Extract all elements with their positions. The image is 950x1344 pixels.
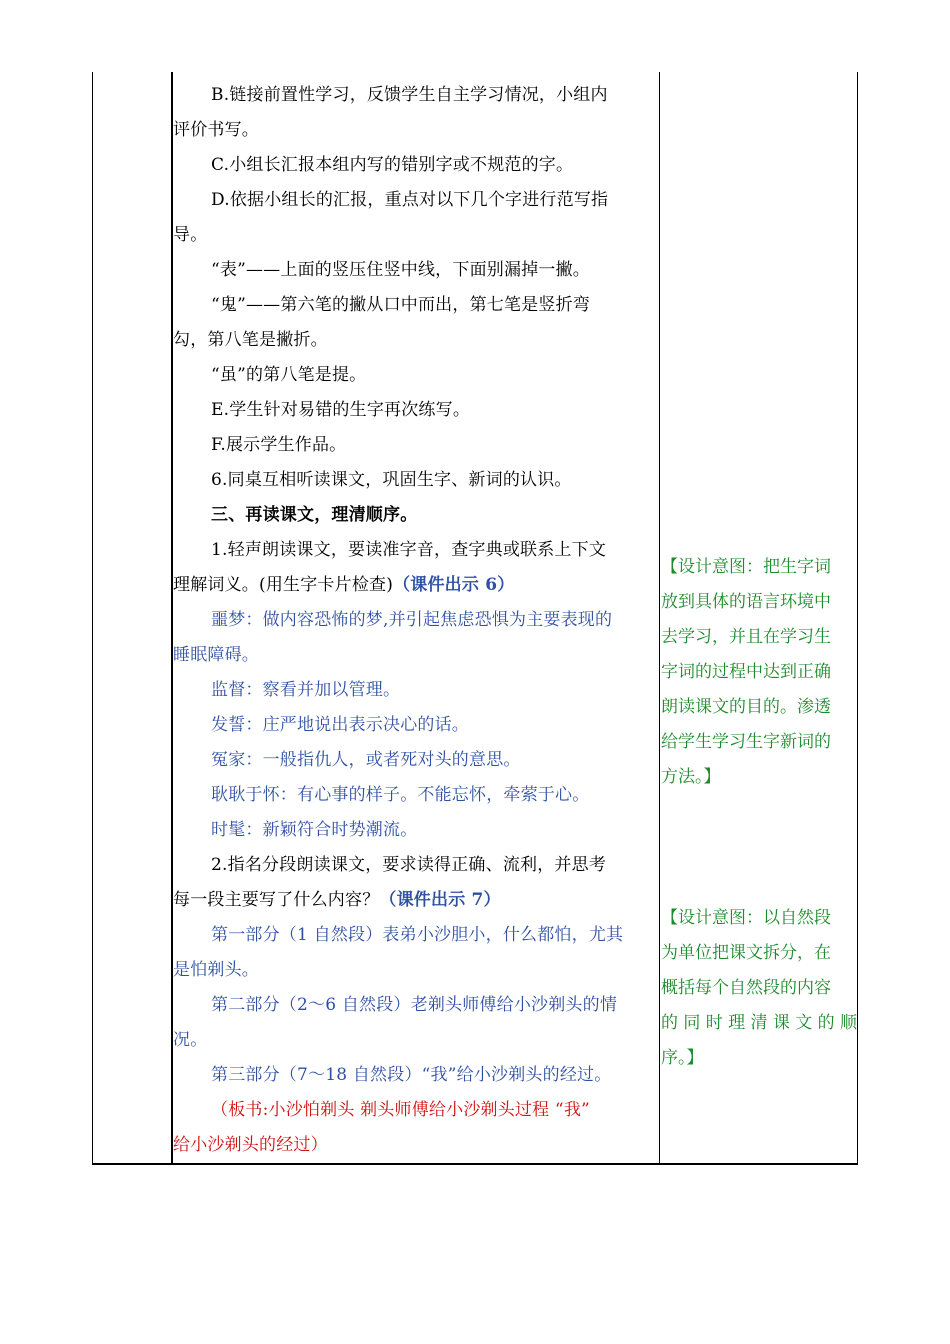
text-line (173, 568, 657, 602)
text-line (173, 953, 657, 987)
line-text: “鬼”——第六笔的撇从口中而出，第七笔是竖折弯 (211, 295, 590, 315)
line-text: 第三部分（7～18 自然段）“我”给小沙剃头的经过。 (211, 1065, 612, 1085)
line-text: C.小组长汇报本组内写的错别字或不规范的字。 (211, 155, 574, 175)
text-line (173, 1093, 695, 1127)
line-text: 监督：察看并加以管理。 (211, 680, 401, 700)
text-line (173, 1023, 657, 1057)
text-line (173, 883, 657, 917)
text-line (173, 288, 695, 322)
note-line: 字词的过程中达到正确 (661, 662, 831, 682)
text-line (173, 673, 695, 707)
note-line: 去学习，并且在学习生 (661, 627, 831, 647)
text-line (173, 323, 657, 357)
line-text: 第二部分（2～6 自然段）老剃头师傅给小沙剃头的情 (211, 995, 618, 1015)
text-line (173, 253, 695, 287)
text-line (173, 358, 695, 392)
line-text: 评价书写。 (173, 120, 259, 140)
courseware-reference: （课件出示 6） (393, 575, 515, 595)
line-text: 噩梦：做内容恐怖的梦,并引起焦虑恐惧为主要表现的 (211, 610, 613, 630)
line-text: 6.同桌互相听读课文，巩固生字、新词的认识。 (211, 470, 572, 490)
courseware-reference: （课件出示 7） (379, 890, 501, 910)
line-text: B.链接前置性学习，反馈学生自主学习情况，小组内 (211, 85, 608, 105)
line-text: 导。 (173, 225, 208, 245)
line-text: 理解词义。(用生字卡片检查) (173, 575, 394, 595)
note-line: 放到具体的语言环境中 (661, 592, 831, 612)
text-line (173, 498, 695, 532)
text-line (173, 393, 695, 427)
note-line: 给学生学习生字新词的 (661, 732, 831, 752)
text-line (173, 428, 695, 462)
text-line (173, 113, 657, 147)
line-text: 耿耿于怀：有心事的样子。不能忘怀，牵萦于心。 (211, 785, 590, 805)
text-line (173, 1058, 695, 1092)
line-text: D.依据小组长的汇报，重点对以下几个字进行范写指 (211, 190, 609, 210)
text-line (173, 463, 695, 497)
text-line (173, 813, 695, 847)
note-line: 【设计意图：把生字词 (661, 557, 831, 577)
note-line: 朗读课文的目的。渗透 (661, 697, 831, 717)
line-text: 第一部分（1 自然段）表弟小沙胆小，什么都怕，尤其 (211, 925, 624, 945)
text-line (173, 848, 695, 882)
note-line: 方法。】 (661, 767, 721, 787)
line-text: 三、再读课文，理清顺序。 (211, 505, 418, 525)
line-text: （板书:小沙怕剃头 剃头师傅给小沙剃头过程 “我” (211, 1100, 590, 1120)
note-line: 【设计意图：以自然段 (661, 908, 831, 928)
table-border-right (857, 72, 858, 1165)
line-text: F.展示学生作品。 (211, 435, 347, 455)
note-line: 的同时理清课文的顺 (661, 1013, 857, 1033)
text-line (173, 183, 695, 217)
text-line (173, 148, 695, 182)
table-border-bottom (92, 1163, 858, 1165)
text-line (173, 533, 695, 567)
line-text: 睡眠障碍。 (173, 645, 259, 665)
line-text: 时髦：新颖符合时势潮流。 (211, 820, 418, 840)
line-text: 2.指名分段朗读课文，要求读得正确、流利，并思考 (211, 855, 607, 875)
line-text: 况。 (173, 1030, 208, 1050)
text-line (173, 1128, 657, 1162)
line-text: 给小沙剃头的经过） (173, 1135, 328, 1155)
note-line: 序。】 (661, 1048, 704, 1068)
text-line (173, 638, 657, 672)
line-text: 冤家：一般指仇人，或者死对头的意思。 (211, 750, 521, 770)
line-text: 勾，第八笔是撇折。 (173, 330, 328, 350)
line-text: “虽”的第八笔是提。 (211, 365, 367, 385)
table-border-left (92, 72, 93, 1165)
note-line: 为单位把课文拆分，在 (661, 943, 831, 963)
note-line: 概括每个自然段的内容 (661, 978, 831, 998)
line-text: 发誓：庄严地说出表示决心的话。 (211, 715, 469, 735)
line-text: 1.轻声朗读课文，要读准字音，查字典或联系上下文 (211, 540, 607, 560)
text-line (173, 743, 695, 777)
line-text: “表”——上面的竖压住竖中线，下面别漏掉一撇。 (211, 260, 590, 280)
line-text: 是怕剃头。 (173, 960, 259, 980)
text-line (173, 603, 695, 637)
text-line (173, 918, 695, 952)
line-text: E.学生针对易错的生字再次练写。 (211, 400, 471, 420)
text-line (173, 78, 695, 112)
text-line (173, 708, 695, 742)
text-line (173, 218, 657, 252)
text-line (173, 778, 695, 812)
line-text: 每一段主要写了什么内容？ (173, 890, 380, 910)
text-line (173, 988, 695, 1022)
